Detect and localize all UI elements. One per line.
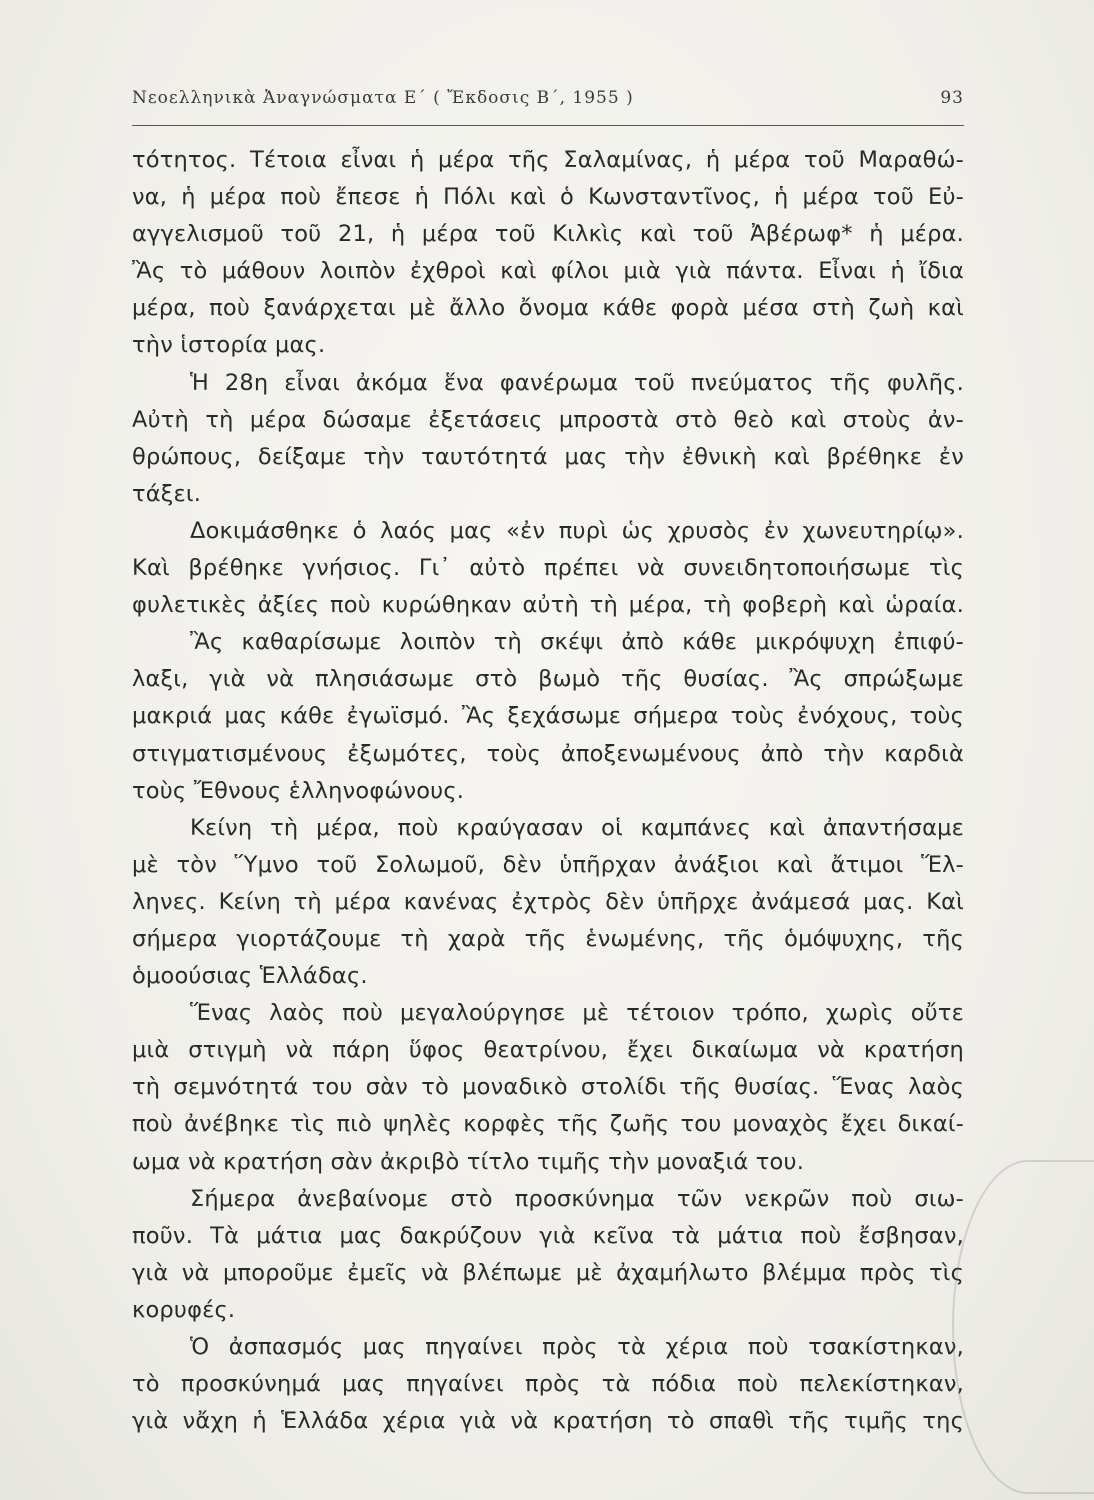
text-line: αγγελισμοῦ τοῦ 21, ἡ μέρα τοῦ Κιλκὶς καὶ τοῦ Ἀβέρωφ* ἡ μέρα. — [132, 221, 964, 248]
text-line: Ὁ ἀσπασμός μας πηγαίνει πρὸς τὰ χέρια ποὺ τσακίστηκαν, — [190, 1334, 964, 1360]
text-line: Ἂς τὸ μάθουν λοιπὸν ἐχθροὶ καὶ φίλοι μιὰ γιὰ πάντα. Εἶναι ἡ ἴδια — [132, 258, 964, 285]
text-line: θρώπους, δείξαμε τὴν ταυτότητά μας τὴν ἐθνικὴ καὶ βρέθηκε ἐν — [132, 443, 964, 470]
text-line: τοὺς Ἔθνους ἑλληνοφώνους. — [132, 777, 465, 804]
text-line: ποῦν. Τὰ μάτια μας δακρύζουν γιὰ κεῖνα τὰ μάτια ποὺ ἔσβησαν, — [132, 1222, 964, 1249]
library-stamp-shadow — [952, 1160, 1094, 1494]
text-line: Καὶ βρέθηκε γνήσιος. Γι᾽ αὐτὸ πρέπει νὰ συνειδητοποιήσωμε τὶς — [132, 555, 964, 582]
text-line: τὴ σεμνότητά του σὰν τὸ μοναδικὸ στολίδι τῆς θυσίας. Ἕνας λαὸς — [132, 1074, 964, 1101]
text-line: Ἂς καθαρίσωμε λοιπὸν τὴ σκέψι ἀπὸ κάθε μικρόψυχη ἐπιφύ- — [190, 629, 964, 656]
text-line: φυλετικὲς ἀξίες ποὺ κυρώθηκαν αὐτὴ τὴ μέρα, τὴ φοβερὴ καὶ ὡραία. — [132, 592, 964, 619]
text-line: να, ἡ μέρα ποὺ ἔπεσε ἡ Πόλι καὶ ὁ Κωνσταντῖνος, ἡ μέρα τοῦ Εὐ- — [132, 184, 964, 211]
text-line: σήμερα γιορτάζουμε τὴ χαρὰ τῆς ἑνωμένης, τῆς ὁμόψυχης, τῆς — [132, 925, 964, 952]
text-line: τάξει. — [132, 480, 202, 507]
text-line: τότητος. Τέτοια εἶναι ἡ μέρα τῆς Σαλαμίνας, ἡ μέρα τοῦ Μαραθώ- — [132, 147, 964, 173]
text-line: στιγματισμένους ἐξωμότες, τοὺς ἀποξενωμένους ἀπὸ τὴν καρδιὰ — [132, 740, 964, 767]
text-line: τὴν ἱστορία μας. — [132, 332, 326, 359]
text-line: Αὐτὴ τὴ μέρα δώσαμε ἐξετάσεις μπροστὰ στὸ θεὸ καὶ στοὺς ἀν- — [132, 406, 964, 433]
text-line: Ἡ 28η εἶναι ἀκόμα ἕνα φανέρωμα τοῦ πνεύματος τῆς φυλῆς. — [190, 369, 964, 396]
text-line: Κείνη τὴ μέρα, ποὺ κραύγασαν οἱ καμπάνες καὶ ἀπαντήσαμε — [190, 814, 964, 841]
text-line: μακριά μας κάθε ἐγωϊσμό. Ἂς ξεχάσωμε σήμερα τοὺς ἐνόχους, τοὺς — [132, 703, 964, 730]
text-line: ληνες. Κείνη τὴ μέρα κανένας ἐχτρὸς δὲν ὑπῆρχε ἀνάμεσά μας. Καὶ — [132, 888, 964, 915]
text-line: γιὰ νἄχη ἡ Ἑλλάδα χέρια γιὰ νὰ κρατήση τὸ σπαθὶ τῆς τιμῆς της — [132, 1408, 964, 1435]
text-line: ωμα νὰ κρατήση σὰν ἀκριβὸ τίτλο τιμῆς τὴν μοναξιά του. — [132, 1148, 805, 1175]
text-line: μέρα, ποὺ ξανάρχεται μὲ ἄλλο ὄνομα κάθε φορὰ μέσα στὴ ζωὴ καὶ — [132, 295, 964, 322]
body-text — [132, 142, 964, 1440]
header-title: Νεοελληνικὰ Ἀναγνώσματα Ε΄ ( Ἔκδοσις Β΄, 1955 ) — [132, 88, 634, 108]
text-line: μιὰ στιγμὴ νὰ πάρη ὕφος θεατρίνου, ἔχει δικαίωμα νὰ κρατήση — [132, 1037, 964, 1064]
text-line: μὲ τὸν Ὕμνο τοῦ Σολωμοῦ, δὲν ὑπῆρχαν ἀνάξιοι καὶ ἄτιμοι Ἕλ- — [132, 851, 964, 878]
text-line: Δοκιμάσθηκε ὁ λαός μας «ἐν πυρὶ ὡς χρυσὸς ἐν χωνευτηρίῳ». — [190, 517, 964, 544]
text-line: γιὰ νὰ μποροῦμε ἐμεῖς νὰ βλέπωμε μὲ ἀχαμήλωτο βλέμμα πρὸς τὶς — [132, 1259, 964, 1286]
text-line: Ἕνας λαὸς ποὺ μεγαλούργησε μὲ τέτοιον τρόπο, χωρὶς οὔτε — [190, 1000, 964, 1027]
text-line: ὁμοούσιας Ἑλλάδας. — [132, 963, 368, 990]
text-line: λαξι, γιὰ νὰ πλησιάσωμε στὸ βωμὸ τῆς θυσίας. Ἂς σπρώξωμε — [132, 666, 964, 693]
text-line: κορυφές. — [132, 1296, 236, 1323]
text-line: τὸ προσκύνημά μας πηγαίνει πρὸς τὰ πόδια ποὺ πελεκίστηκαν, — [132, 1371, 964, 1398]
header-rule — [132, 125, 964, 126]
text-line: ποὺ ἀνέβηκε τὶς πιὸ ψηλὲς κορφὲς τῆς ζωῆς του μοναχὸς ἔχει δικαί- — [132, 1111, 964, 1138]
running-header — [132, 88, 964, 118]
text-line: Σήμερα ἀνεβαίνομε στὸ προσκύνημα τῶν νεκρῶν ποὺ σιω- — [190, 1185, 964, 1212]
page-number: 93 — [940, 88, 964, 108]
